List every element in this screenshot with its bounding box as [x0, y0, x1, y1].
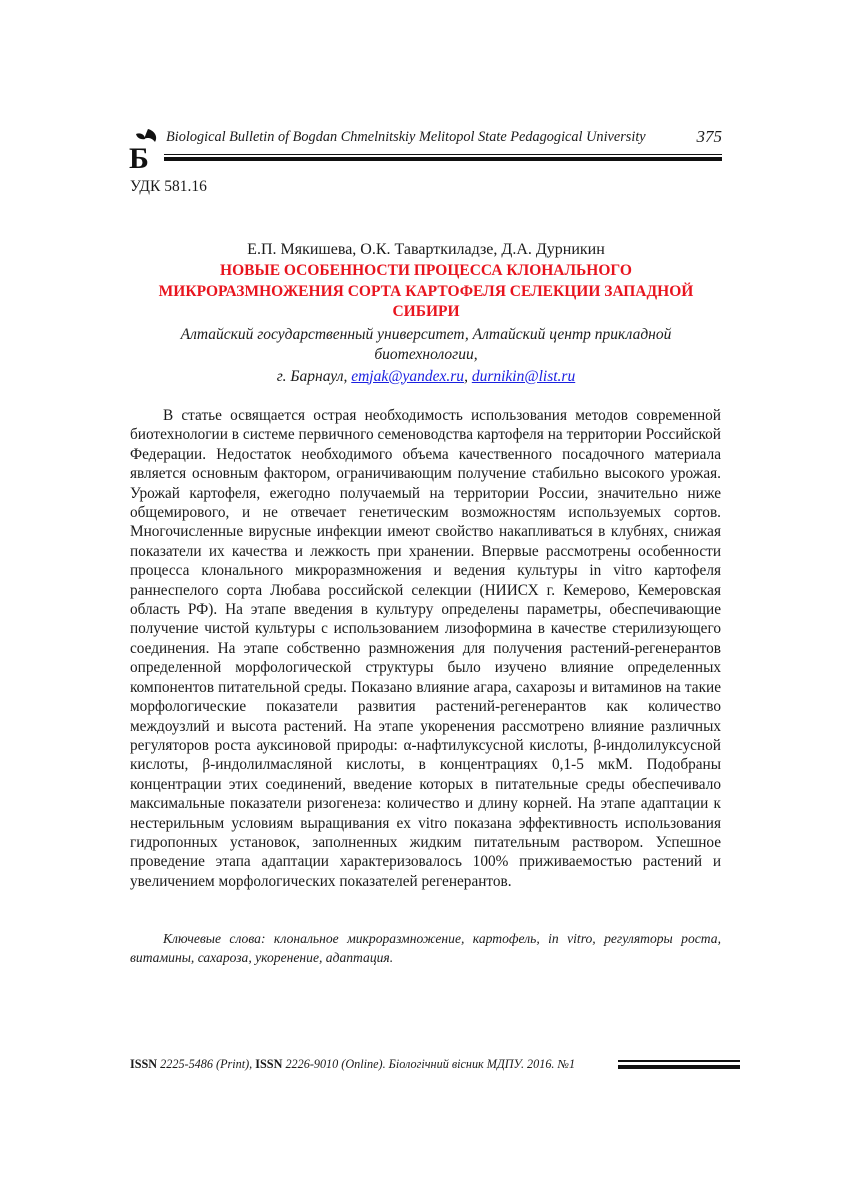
udk-code: УДК 581.16 — [130, 178, 207, 195]
footer-rule-thin — [618, 1060, 740, 1062]
email-link-2[interactable]: durnikin@list.ru — [471, 367, 576, 385]
page-footer — [130, 1057, 742, 1077]
abstract-text: В статье освящается острая необходимость использования методов современной биотехнологии в системе первичного семеноводства картофеля на территории Российской Федерации. Недостаток необходимого объема качественного посадочного материала является основным фактором, ограничивающим получение стабильно высокого урожая. Урожай картофеля, ежегодно получаемый на территории России, значительно ниже общемирового, и не отвечает генетическим возможностям используемых сортов. Многочисленные вирусные инфекции имеют свойство накапливаться в клубнях, снижая показатели их качества и лежкость при хранении. Впервые рассмотрены особенности процесса клонального микроразмножения и ведения культуры in vitro картофеля раннеспелого сорта Любава российской селекции (НИИСХ г. Кемерово, Кемеровская область РФ). На этапе введения в культуру определены параметры, обеспечивающие получение чистой культуры с использованием лизоформина в качестве стерилизующего соединения. На этапе собственно размножения для получения растений-регенерантов определенной морфологической структуры было изучено влияние определенных компонентов питательной среды. Показано влияние агара, сахарозы и витаминов на такие морфологические показатели развития растений-регенерантов как количество междоузлий и высота растений. На этапе укоренения рассмотрено влияние различных регуляторов роста ауксиновой природы: α-нафтилуксусной кислоты, β-индолилуксусной кислоты, β-индолилмасляной кислоты, в концентрациях 0,1-5 мкМ. Подобраны концентрации этих соединений, введение которых в питательные среды обеспечивало максимальные показатели ризогенеза: количество и длину корней. На этапе адаптации к нестерильным условиям выращивания ex vitro показана эффективность использования гидропонных установок, заполненных жидким питательным раствором. Успешное проведение этапа адаптации характеризовалось 100% приживаемостью растений и увеличением морфологических показателей регенерантов. — [130, 407, 721, 890]
article-title — [130, 261, 722, 323]
title-line: СИБИРИ — [392, 303, 460, 320]
city: г. Барнаул, — [276, 367, 348, 385]
title-line: МИКРОРАЗМНОЖЕНИЯ СОРТА КАРТОФЕЛЯ СЕЛЕКЦИИ ЗАПАДНОЙ — [158, 282, 694, 300]
issn-print: 2225-5486 (Print), — [160, 1057, 253, 1071]
affiliation-line: биотехнологии, — [374, 346, 478, 363]
email-link-1[interactable]: emjak@yandex.ru — [351, 367, 465, 385]
affiliation — [130, 325, 722, 366]
city-and-emails: г. Барнаул, emjak@yandex.ru, durnikin@list.ru — [276, 367, 576, 385]
keywords: Ключевые слова: клональное микроразмножение, картофель, in vitro, регуляторы роста, витамины, сахароза, укоренение, адаптация. — [130, 931, 721, 965]
title-block — [130, 239, 722, 387]
footer-rule-thick — [618, 1065, 740, 1069]
page-header — [128, 124, 722, 170]
logo-letter: Б — [129, 142, 149, 170]
journal-logo — [128, 128, 162, 170]
title-line: НОВЫЕ ОСОБЕННОСТИ ПРОЦЕССА КЛОНАЛЬНОГО — [220, 262, 632, 279]
issn-label: ISSN — [130, 1057, 158, 1071]
header-rule-thick — [164, 157, 722, 161]
authors: Е.П. Мякишева, О.К. Таварткиладзе, Д.А. Дурникин — [247, 241, 605, 258]
issn-online: 2226-9010 (Online). Біологічний вісник МДПУ. 2016. №1 — [285, 1057, 576, 1071]
issn-label: ISSN — [255, 1057, 283, 1071]
running-title: Biological Bulletin of Bogdan Chmelnitskiy Melitopol State Pedagogical University — [166, 129, 646, 145]
page-number: 375 — [696, 127, 722, 146]
affiliation-line: Алтайский государственный университет, Алтайский центр прикладной — [180, 325, 672, 343]
header-rule-thin — [164, 154, 722, 155]
footer-issn — [130, 1057, 575, 1072]
